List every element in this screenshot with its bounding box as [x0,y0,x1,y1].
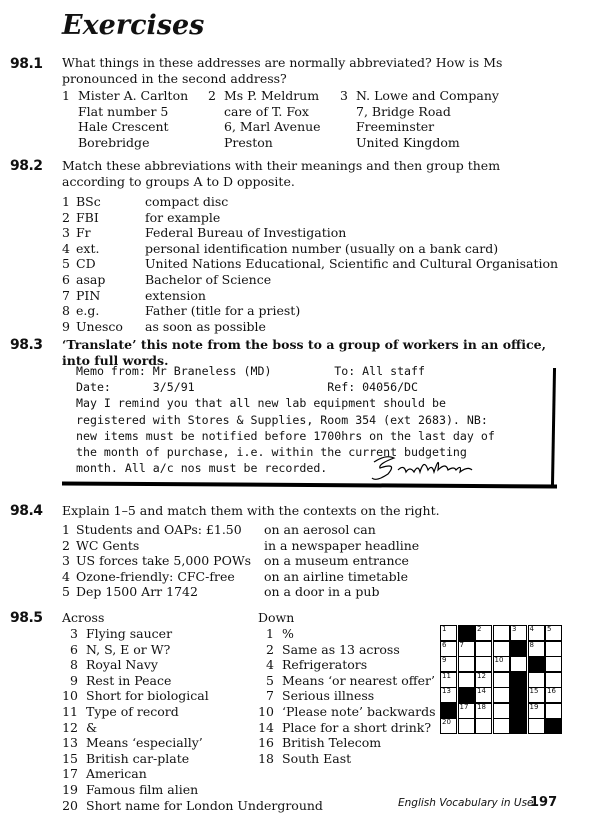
crossword-cell-number: 14 [477,687,486,695]
across-clue-number: 19 [62,782,78,797]
down-clue-text: Same as 13 across [282,641,400,657]
abbr-term: CD [76,256,96,272]
item-context: on a museum entrance [264,553,409,569]
address-line [340,119,499,135]
across-clue-text: Type of record [86,704,179,719]
crossword-cell-number: 17 [459,702,469,711]
crossword-cell [528,703,545,719]
memo-line: month. All a/c nos must be recorded. [76,461,328,476]
book-title: English Vocabulary in Use [398,797,534,809]
abbr-meaning: personal identification number (usually on a bank card) [145,240,499,256]
page-title: Exercises [62,10,205,41]
abbr-term: e.g. [76,303,100,319]
down-clue-number: 1 [266,626,274,641]
address-text: Freeminster [356,119,435,134]
crossword-black-cell [510,672,527,688]
across-clue-text: American [86,766,147,782]
down-clue-number: 16 [258,735,274,751]
item-number: 2 [62,537,70,553]
abbr-number: 4 [62,240,70,256]
abbr-meaning: as soon as possible [145,318,266,334]
crossword-cell [528,641,545,657]
across-clue-text: Means ‘especially’ [86,735,203,751]
address-text: Preston [224,134,273,150]
across-clue-number: 6 [70,641,78,657]
crossword-cell [458,703,475,719]
crossword-cell [493,672,510,688]
crossword-cell-number: 11 [442,671,451,680]
item-text: Students and OAPs: £1.50 [76,522,242,537]
abbr-number: 9 [62,318,70,334]
crossword-cell [545,656,562,672]
down-clue-text: South East [282,750,352,766]
down-clue-number: 10 [258,704,274,719]
across-clue-text: Short for biological [86,688,209,704]
across-clue-number: 8 [70,657,78,673]
crossword-cell [475,641,492,657]
crossword-cell-number: 7 [459,640,464,649]
crossword-cell-number: 2 [477,625,482,633]
crossword-cell-number: 4 [529,625,534,633]
crossword-cell-number: 19 [529,702,539,711]
address-line [208,135,321,151]
crossword-cell-number: 5 [547,625,552,633]
down-clue-number: 7 [266,688,274,704]
crossword-black-cell [440,703,457,719]
address-line [62,119,188,135]
abbr-number: 1 [62,194,70,209]
crossword-black-cell [458,625,475,641]
exercise-98-1-question: What things in these addresses are normally abbreviated? How is Ms pronounced in the second address? [62,55,503,86]
address-line [340,88,499,104]
crossword-cell-number: 12 [477,671,486,680]
address-block [62,88,188,150]
crossword-cell-number: 20 [442,718,451,726]
item-text: Ozone-friendly: CFC-free [76,568,235,584]
across-clue-text: Short name for London Underground [86,797,323,813]
item-text: WC Gents [76,537,140,553]
crossword-cell [493,687,510,703]
address-text: Borebridge [78,134,150,150]
crossword-cell-number: 6 [442,640,447,649]
item-context: on an aerosol can [264,522,376,537]
down-clue-number: 18 [258,750,274,766]
address-text: Mister A. Carlton [78,88,189,103]
crossword-cell [458,656,475,672]
crossword-cell [475,687,492,703]
across-clue-text: N, S, E or W? [86,641,171,657]
crossword-cell [458,641,475,657]
address-block [208,88,321,150]
crossword-cell [440,656,457,672]
crossword-cell [493,656,510,672]
crossword-cell-number: 10 [494,656,504,664]
address-line [62,88,188,104]
across-clue-text: & [86,719,98,735]
address-line [340,135,499,151]
down-clue-text: % [282,626,294,641]
crossword-black-cell [545,718,562,734]
exercise-98-4-question: Explain 1–5 and match them with the contexts on the right. [62,503,440,518]
crossword-cell [528,625,545,641]
down-clue-number: 14 [258,719,274,735]
address-number: 3 [340,88,348,103]
crossword-cell [545,625,562,641]
address-line [62,104,188,120]
crossword-cell [528,672,545,688]
crossword-black-cell [510,703,527,719]
abbr-number: 3 [62,225,70,241]
crossword-cell [440,672,457,688]
address-block [340,88,499,150]
crossword-cell [510,656,527,672]
across-clue-number: 9 [70,672,78,688]
across-clue-number: 11 [62,704,78,719]
down-heading: Down [258,610,295,625]
crossword-cell [440,718,457,734]
address-text: N. Lowe and Company [356,88,499,103]
memo-line: Date: 3/5/91 Ref: 04056/DC [76,380,419,395]
item-text: Dep 1500 Arr 1742 [76,584,198,600]
address-number: 1 [62,88,70,103]
address-line [208,119,321,135]
exercise-98-2-question: Match these abbreviations with their meanings and then group them according to groups A to D opposite. [62,158,501,189]
exercise-number-98-1: 98.1 [10,56,43,72]
address-line [208,104,321,120]
down-clue-text: British Telecom [282,735,382,751]
across-clue-text: British car-plate [86,750,190,766]
memo-line: May I remind you that all new lab equipment should be [76,396,446,411]
across-clue-number: 17 [62,766,78,782]
item-number: 5 [62,584,70,600]
crossword-cell [475,672,492,688]
across-clue-text: Famous film alien [86,782,199,797]
memo-line: the month of purchase, i.e. within the current budgeting [76,445,467,460]
crossword-cell [440,687,457,703]
address-text: Hale Crescent [78,119,169,134]
down-clue-text: Means ‘or nearest offer’ [282,672,435,688]
across-clue-text: Flying saucer [86,626,173,641]
address-line [208,88,321,104]
crossword-cell-number: 3 [512,625,517,633]
abbr-term: BSc [76,194,101,209]
crossword-cell [493,625,510,641]
exercise-number-98-3: 98.3 [10,337,43,353]
down-clue-text: Place for a short drink? [282,719,432,735]
item-number: 1 [62,522,70,537]
memo-line: registered with Stores & Supplies, Room 354 (ext 2683). NB: [76,412,488,427]
crossword-cell [545,687,562,703]
memo-line: new items must be notified before 1700hrs on the last day of [76,428,495,443]
across-heading: Across [62,610,105,625]
abbr-term: Fr [76,225,91,241]
crossword-cell [528,718,545,734]
item-context: in a newspaper headline [264,537,420,553]
crossword-cell [458,672,475,688]
memo-border-right [551,368,556,486]
abbr-meaning: Bachelor of Science [145,272,272,287]
crossword-cell-number: 13 [442,687,451,695]
crossword-black-cell [510,718,527,734]
crossword-cell [545,672,562,688]
address-text: United Kingdom [356,134,460,150]
abbr-number: 2 [62,209,70,225]
crossword-cell [510,625,527,641]
crossword-cell [440,641,457,657]
address-line [62,135,188,151]
crossword-cell [545,703,562,719]
crossword-cell [440,625,457,641]
crossword-cell [493,703,510,719]
abbr-number: 8 [62,303,70,319]
crossword-cell-number: 18 [477,702,486,711]
item-number: 3 [62,553,70,569]
abbr-meaning: United Nations Educational, Scientific and Cultural Organisation [145,256,559,272]
crossword-black-cell [458,687,475,703]
across-clue-number: 10 [62,688,78,704]
down-clue-text: ‘Please note’ backwards [282,704,436,719]
abbr-term: Unesco [76,318,123,334]
exercise-number-98-2: 98.2 [10,158,43,174]
abbr-meaning: compact disc [145,194,229,209]
crossword-cell-number: 15 [529,687,539,695]
abbr-term: FBI [76,209,99,225]
address-text: Ms P. Meldrum [224,88,320,103]
crossword-cell-number: 1 [442,625,447,633]
down-clue-text: Serious illness [282,688,375,704]
down-clue-number: 5 [266,672,274,688]
crossword-cell [475,703,492,719]
across-clue-number: 15 [62,750,78,766]
abbr-meaning: extension [145,287,206,303]
abbr-term: ext. [76,240,100,256]
across-clue-number: 13 [62,735,78,751]
page-number: 197 [530,795,558,810]
down-clue-number: 4 [266,657,274,673]
crossword-cell [475,656,492,672]
item-context: on a door in a pub [264,584,380,600]
crossword-cell-number: 9 [442,656,447,664]
address-text: 6, Marl Avenue [224,119,321,134]
crossword-cell [528,687,545,703]
item-text: US forces take 5,000 POWs [76,553,252,569]
crossword-cell [458,718,475,734]
across-clue-number: 20 [62,797,78,813]
address-text: Flat number 5 [78,103,169,119]
abbr-number: 7 [62,287,70,303]
exercise-number-98-4: 98.4 [10,503,43,519]
abbr-term: PIN [76,287,101,303]
down-clue-number: 2 [266,641,274,657]
address-text: 7, Bridge Road [356,103,451,119]
crossword-cell [475,718,492,734]
crossword-cell [545,641,562,657]
crossword-black-cell [528,656,545,672]
memo-line: Memo from: Mr Braneless (MD) To: All staff [76,364,426,378]
abbr-number: 5 [62,256,70,272]
exercise-number-98-5: 98.5 [10,610,43,626]
down-clue-text: Refrigerators [282,657,368,673]
abbr-meaning: for example [145,209,221,225]
abbr-meaning: Father (title for a priest) [145,303,301,319]
crossword-cell [493,718,510,734]
crossword-cell [475,625,492,641]
exercise-98-3-question: ‘Translate’ this note from the boss to a group of workers in an office, into full words. [62,337,546,368]
abbr-meaning: Federal Bureau of Investigation [145,225,347,241]
across-clue-number: 12 [62,719,78,735]
across-clue-text: Royal Navy [86,657,158,673]
crossword-black-cell [510,687,527,703]
across-clue-text: Rest in Peace [86,672,172,688]
across-clue-number: 3 [70,626,78,641]
abbr-number: 6 [62,272,70,287]
abbr-term: asap [76,272,106,287]
address-text: care of T. Fox [224,103,309,119]
address-line [340,104,499,120]
crossword-cell-number: 16 [547,687,556,695]
item-context: on an airline timetable [264,568,409,584]
crossword-cell [493,641,510,657]
address-number: 2 [208,88,216,103]
crossword-black-cell [510,641,527,657]
crossword-cell-number: 8 [529,640,534,649]
signature [368,448,478,486]
item-number: 4 [62,568,70,584]
memo-border-bottom [62,481,557,488]
